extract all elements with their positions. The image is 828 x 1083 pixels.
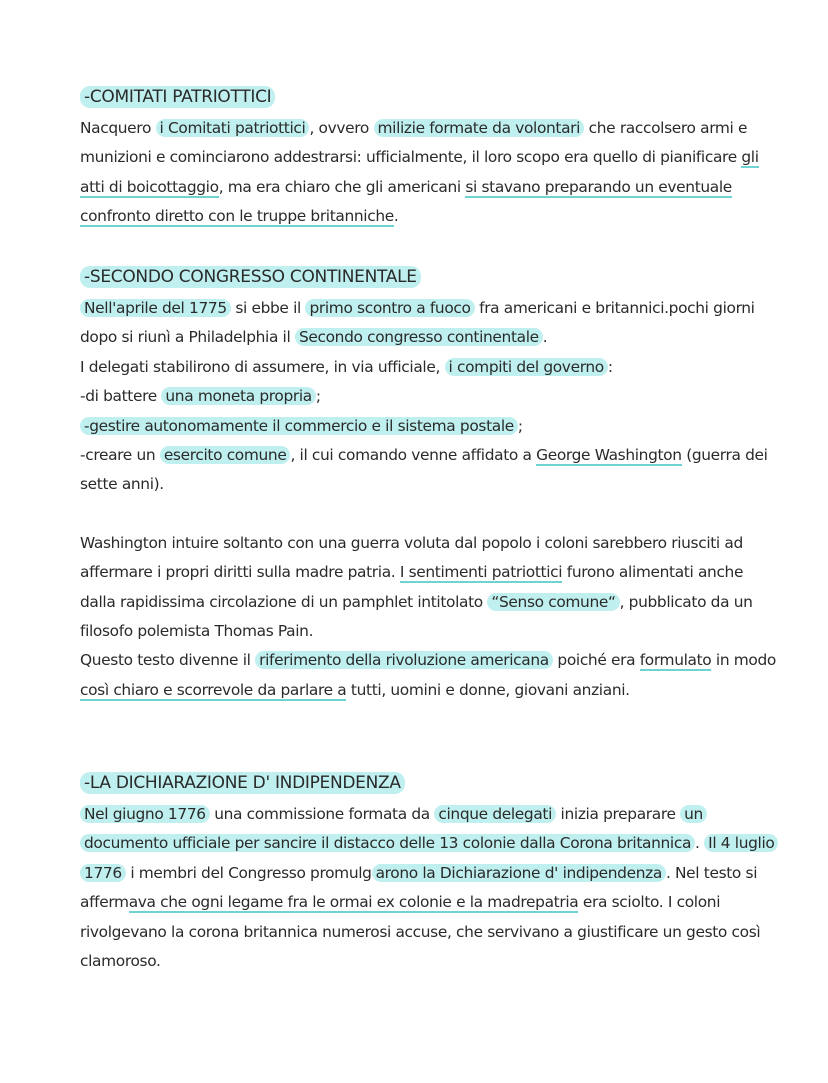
highlighted-text: arono la Dichiarazione d' indipendenza (372, 864, 666, 882)
highlighted-text: una moneta propria (161, 387, 316, 405)
text-run: furono alimentati anche dalla rapidissima circolazione di un pamphlet intitolato (80, 563, 744, 611)
underlined-text: George Washington (536, 446, 682, 465)
text-run: ; (517, 416, 523, 435)
text-run: . Nel testo si afferm (80, 863, 758, 912)
text-run: I delegati stabilirono di assumere, in via ufficiale, (80, 357, 445, 376)
highlighted-text: “Senso comune“ (487, 593, 619, 611)
text-run: . (695, 834, 705, 853)
highlighted-text: cinque delegati (434, 805, 556, 823)
section-comitati (80, 86, 780, 232)
text-run: , ma era chiaro che gli americani (218, 177, 466, 196)
highlighted-text: Secondo congresso continentale (295, 328, 543, 346)
text-run: -creare un (80, 446, 160, 465)
text-run: Washington intuire soltanto con una guerra voluta dal popolo i coloni sarebbero riusciti ad affermare i propri diritti sulla madre patria. (80, 533, 743, 582)
text-run: , il cui comando venne affidato a (290, 446, 537, 465)
section-heading: -LA DICHIARAZIONE D' INDIPENDENZA (80, 772, 405, 794)
highlighted-text: Il 4 luglio 1776 (80, 834, 778, 881)
text-run: , pubblicato da un filosofo polemista Thomas Pain. (80, 592, 753, 641)
paragraph (80, 529, 780, 647)
text-run: che raccolsero armi e munizioni e cominciarono addestrarsi: ufficialmente, il loro scopo era quello di pianificare (80, 119, 748, 167)
text-run: poiché era (552, 651, 640, 670)
section-secondo-congresso (80, 266, 780, 705)
text-run: inizia preparare (556, 805, 681, 823)
highlighted-text: milizie formate da volontari (374, 119, 585, 137)
highlighted-text: esercito comune (160, 446, 291, 464)
highlighted-text: Nell'aprile del 1775 (80, 299, 231, 317)
underlined-text: così chiaro e scorrevole da parlare a (80, 680, 347, 699)
highlighted-text: primo scontro a fuoco (305, 299, 474, 317)
text-run: . (542, 328, 548, 347)
text-run: -di battere (80, 387, 162, 406)
text-run: fra americani e britannici.pochi giorni dopo si riunì a Philadelphia il (80, 299, 755, 347)
text-run: tutti, uomini e donne, giovani anziani. (346, 680, 630, 699)
paragraph (80, 114, 780, 232)
text-run: Questo testo divenne il (80, 651, 256, 670)
text-run: i membri del Congresso promulg (125, 863, 372, 882)
text-run: Nacquero (80, 119, 156, 137)
section-heading: -COMITATI PATRIOTTICI (80, 86, 275, 108)
paragraph (80, 294, 780, 353)
text-run: si ebbe il (230, 299, 306, 317)
paragraph (80, 353, 780, 382)
text-run: . (393, 207, 399, 226)
text-run: , ovvero (309, 119, 374, 137)
text-run: era sciolto. I coloni rivolgevano la corona britannica numerosi accuse, che servivano a giustificare un gesto così clamoroso. (80, 893, 761, 971)
highlighted-text: un documento ufficiale per sancire il distacco delle 13 colonie dalla Corona britannica (80, 805, 707, 852)
highlighted-text: i Comitati patriottici (156, 119, 310, 137)
underlined-text: si stavano preparando un eventuale confronto diretto con le truppe britanniche (80, 177, 732, 226)
paragraph (80, 800, 780, 976)
section-body (80, 294, 780, 705)
section-body (80, 800, 780, 976)
text-run: una commissione formata da (209, 805, 435, 823)
underlined-text: ava che ogni legame fra le ormai ex colonie e la madrepatria (128, 893, 579, 912)
paragraph (80, 441, 780, 500)
section-heading: -SECONDO CONGRESSO CONTINENTALE (80, 266, 421, 288)
text-run: (guerra dei sette anni). (80, 446, 768, 494)
paragraph (80, 412, 780, 441)
highlighted-text: i compiti del governo (445, 358, 608, 376)
underlined-text: I sentimenti patriottici (399, 563, 563, 582)
section-body (80, 114, 780, 232)
underlined-text: gli atti di boicottaggio (80, 148, 759, 196)
text-run: ; (315, 387, 321, 406)
text-run: in modo (711, 651, 776, 670)
highlighted-text: Nel giugno 1776 (80, 805, 210, 823)
underlined-text: formulato (639, 651, 712, 670)
paragraph (80, 382, 780, 411)
text-run: : (607, 357, 613, 376)
highlighted-text: riferimento della rivoluzione americana (255, 651, 553, 669)
paragraph-gap (80, 500, 780, 529)
paragraph (80, 646, 780, 705)
highlighted-text: -gestire autonomamente il commercio e il sistema postale (80, 417, 518, 435)
section-dichiarazione (80, 772, 780, 976)
